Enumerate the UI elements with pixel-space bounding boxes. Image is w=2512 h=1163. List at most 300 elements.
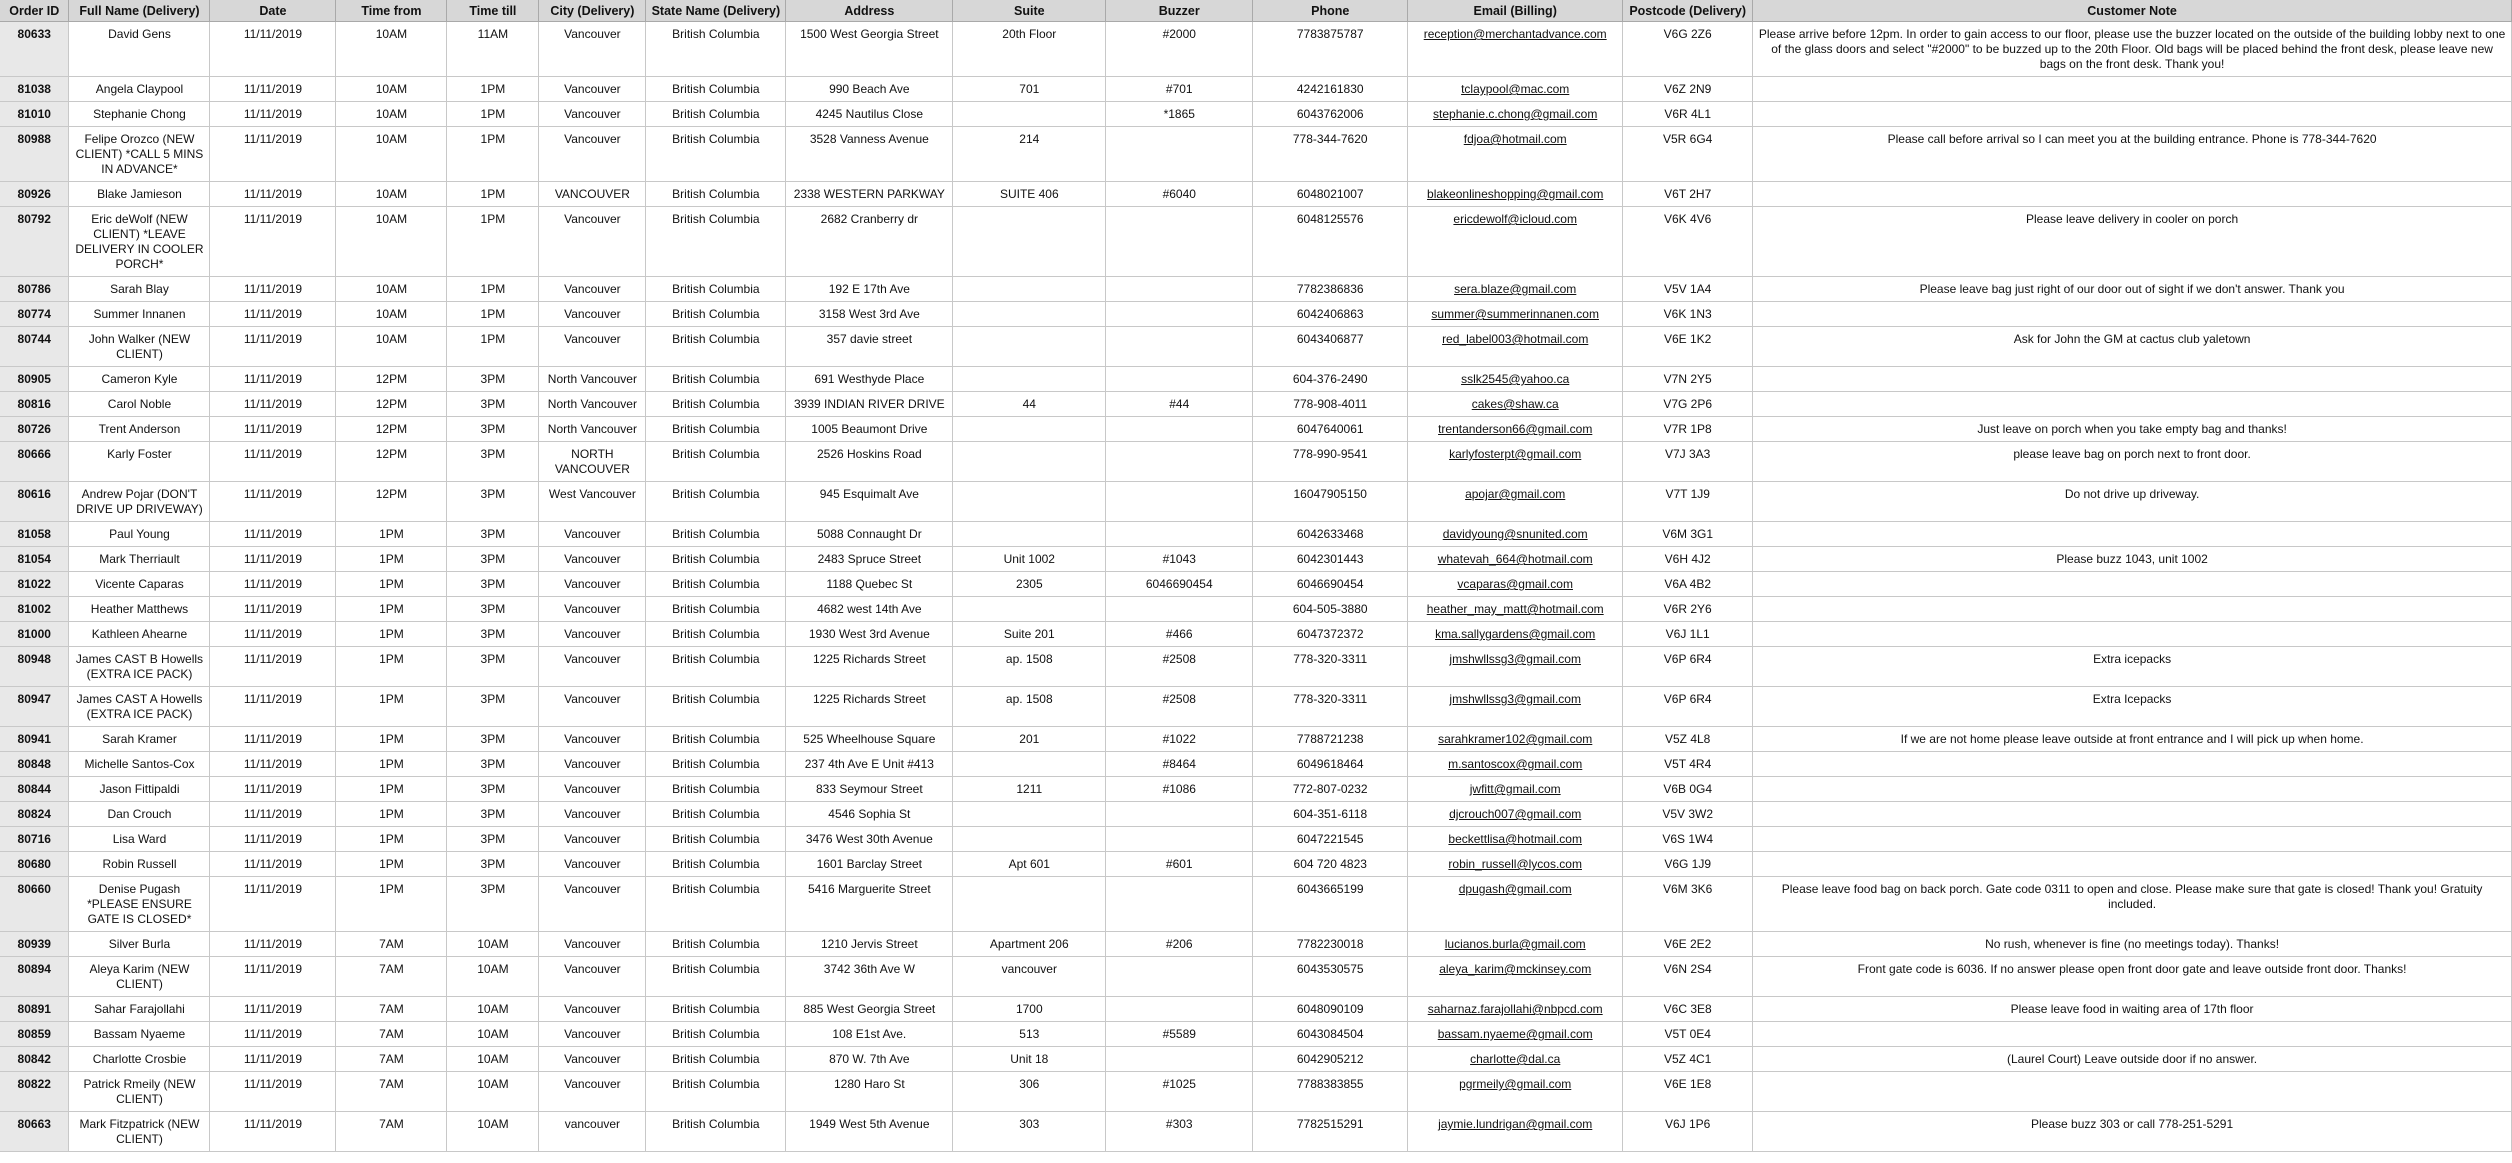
cell-order-id[interactable]: 80616 [0,482,69,522]
cell-postcode[interactable]: V6J 1P6 [1623,1112,1753,1152]
email-link[interactable]: dpugash@gmail.com [1458,882,1572,896]
cell-buzzer[interactable] [1106,277,1253,302]
column-header-full-name[interactable]: Full Name (Delivery) [69,0,210,22]
cell-order-id[interactable]: 81022 [0,572,69,597]
cell-phone[interactable]: 6042905212 [1253,1047,1408,1072]
cell-customer-note[interactable] [1753,392,2512,417]
table-row[interactable] [0,647,2512,687]
table-row[interactable] [0,752,2512,777]
cell-date[interactable]: 11/11/2019 [210,647,336,687]
email-link[interactable]: beckettlisa@hotmail.com [1448,832,1582,846]
cell-time-from[interactable]: 1PM [336,647,447,687]
cell-time-from[interactable]: 10AM [336,207,447,277]
cell-postcode[interactable]: V6K 1N3 [1623,302,1753,327]
cell-full-name[interactable]: Jason Fittipaldi [69,777,210,802]
cell-date[interactable]: 11/11/2019 [210,727,336,752]
column-header-postcode[interactable]: Postcode (Delivery) [1623,0,1753,22]
cell-time-from[interactable]: 1PM [336,572,447,597]
cell-postcode[interactable]: V6K 4V6 [1623,207,1753,277]
cell-state[interactable]: British Columbia [646,277,786,302]
cell-email[interactable] [1408,727,1623,752]
cell-date[interactable]: 11/11/2019 [210,827,336,852]
cell-order-id[interactable]: 80842 [0,1047,69,1072]
cell-suite[interactable]: ap. 1508 [953,687,1106,727]
cell-buzzer[interactable]: 6046690454 [1106,572,1253,597]
cell-email[interactable] [1408,417,1623,442]
cell-city[interactable]: Vancouver [539,752,646,777]
cell-city[interactable]: Vancouver [539,597,646,622]
cell-city[interactable]: Vancouver [539,777,646,802]
cell-customer-note[interactable] [1753,622,2512,647]
email-link[interactable]: tclaypool@mac.com [1461,82,1570,96]
table-row[interactable] [0,22,2512,77]
cell-state[interactable]: British Columbia [646,752,786,777]
cell-buzzer[interactable]: #206 [1106,932,1253,957]
cell-suite[interactable] [953,752,1106,777]
cell-postcode[interactable]: V6B 0G4 [1623,777,1753,802]
cell-email[interactable] [1408,597,1623,622]
cell-time-till[interactable]: 10AM [447,1112,539,1152]
cell-suite[interactable]: Unit 18 [953,1047,1106,1072]
cell-time-from[interactable]: 1PM [336,547,447,572]
cell-customer-note[interactable]: Extra Icepacks [1753,687,2512,727]
cell-customer-note[interactable]: Please arrive before 12pm. In order to gain access to our floor, please use the buzzer located on the outside of the building lobby next to one of the glass doors and select "#2000" to be buzzed up to the 20th Floor. Old bags will be placed behind the front desk, please leave new bags on the front desk. Thank you! [1753,22,2512,77]
cell-address[interactable]: 1005 Beaumont Drive [786,417,953,442]
cell-time-till[interactable]: 10AM [447,1047,539,1072]
cell-email[interactable] [1408,802,1623,827]
cell-buzzer[interactable] [1106,302,1253,327]
cell-time-from[interactable]: 7AM [336,997,447,1022]
cell-order-id[interactable]: 81010 [0,102,69,127]
cell-time-till[interactable]: 10AM [447,1022,539,1047]
cell-time-till[interactable]: 1PM [447,102,539,127]
table-row[interactable] [0,852,2512,877]
cell-customer-note[interactable] [1753,1072,2512,1112]
cell-state[interactable]: British Columbia [646,727,786,752]
table-row[interactable] [0,1072,2512,1112]
cell-address[interactable]: 3939 INDIAN RIVER DRIVE [786,392,953,417]
cell-city[interactable]: Vancouver [539,727,646,752]
cell-time-till[interactable]: 1PM [447,327,539,367]
cell-time-from[interactable]: 10AM [336,102,447,127]
cell-time-till[interactable]: 3PM [447,367,539,392]
cell-city[interactable]: Vancouver [539,1072,646,1112]
cell-postcode[interactable]: V6R 2Y6 [1623,597,1753,622]
email-link[interactable]: davidyoung@snunited.com [1442,527,1588,541]
email-link[interactable]: stephanie.c.chong@gmail.com [1433,107,1598,121]
cell-time-till[interactable]: 10AM [447,957,539,997]
cell-time-till[interactable]: 3PM [447,482,539,522]
cell-time-till[interactable]: 3PM [447,687,539,727]
cell-address[interactable]: 945 Esquimalt Ave [786,482,953,522]
column-header-city[interactable]: City (Delivery) [539,0,646,22]
cell-order-id[interactable]: 80824 [0,802,69,827]
cell-buzzer[interactable] [1106,207,1253,277]
cell-phone[interactable]: 778-344-7620 [1253,127,1408,182]
cell-time-till[interactable]: 3PM [447,777,539,802]
cell-phone[interactable]: 604-505-3880 [1253,597,1408,622]
column-header-order-id[interactable]: Order ID [0,0,69,22]
cell-full-name[interactable]: Heather Matthews [69,597,210,622]
cell-phone[interactable]: 6047640061 [1253,417,1408,442]
cell-buzzer[interactable]: #303 [1106,1112,1253,1152]
cell-full-name[interactable]: Paul Young [69,522,210,547]
cell-time-till[interactable]: 1PM [447,77,539,102]
email-link[interactable]: trentanderson66@gmail.com [1438,422,1593,436]
cell-customer-note[interactable] [1753,572,2512,597]
cell-full-name[interactable]: Silver Burla [69,932,210,957]
cell-address[interactable]: 885 West Georgia Street [786,997,953,1022]
cell-suite[interactable]: 201 [953,727,1106,752]
cell-address[interactable]: 525 Wheelhouse Square [786,727,953,752]
cell-order-id[interactable]: 81002 [0,597,69,622]
cell-postcode[interactable]: V7T 1J9 [1623,482,1753,522]
cell-suite[interactable] [953,302,1106,327]
cell-postcode[interactable]: V6E 2E2 [1623,932,1753,957]
cell-full-name[interactable]: Felipe Orozco (NEW CLIENT) *CALL 5 MINS IN ADVANCE* [69,127,210,182]
cell-time-till[interactable]: 10AM [447,932,539,957]
email-link[interactable]: ericdewolf@icloud.com [1453,212,1577,226]
cell-time-from[interactable]: 10AM [336,182,447,207]
cell-customer-note[interactable]: please leave bag on porch next to front door. [1753,442,2512,482]
cell-postcode[interactable]: V6R 4L1 [1623,102,1753,127]
cell-state[interactable]: British Columbia [646,932,786,957]
cell-state[interactable]: British Columbia [646,597,786,622]
cell-buzzer[interactable] [1106,417,1253,442]
cell-city[interactable]: vancouver [539,1112,646,1152]
email-link[interactable]: kma.sallygardens@gmail.com [1435,627,1596,641]
cell-address[interactable]: 1210 Jervis Street [786,932,953,957]
cell-date[interactable]: 11/11/2019 [210,997,336,1022]
cell-state[interactable]: British Columbia [646,687,786,727]
cell-order-id[interactable]: 80816 [0,392,69,417]
cell-date[interactable]: 11/11/2019 [210,957,336,997]
cell-date[interactable]: 11/11/2019 [210,877,336,932]
cell-time-from[interactable]: 1PM [336,727,447,752]
column-header-state[interactable]: State Name (Delivery) [646,0,786,22]
table-row[interactable] [0,622,2512,647]
cell-buzzer[interactable] [1106,827,1253,852]
cell-city[interactable]: Vancouver [539,852,646,877]
cell-buzzer[interactable]: #44 [1106,392,1253,417]
cell-full-name[interactable]: Vicente Caparas [69,572,210,597]
cell-email[interactable] [1408,997,1623,1022]
cell-customer-note[interactable] [1753,367,2512,392]
cell-customer-note[interactable] [1753,302,2512,327]
column-header-customer-note[interactable]: Customer Note [1753,0,2512,22]
cell-phone[interactable]: 7783875787 [1253,22,1408,77]
cell-full-name[interactable]: John Walker (NEW CLIENT) [69,327,210,367]
table-row[interactable] [0,417,2512,442]
cell-time-till[interactable]: 3PM [447,752,539,777]
cell-time-from[interactable]: 12PM [336,482,447,522]
cell-customer-note[interactable]: Ask for John the GM at cactus club yaletown [1753,327,2512,367]
cell-time-from[interactable]: 1PM [336,687,447,727]
cell-state[interactable]: British Columbia [646,207,786,277]
cell-postcode[interactable]: V5V 1A4 [1623,277,1753,302]
email-link[interactable]: whatevah_664@hotmail.com [1437,552,1593,566]
table-row[interactable] [0,997,2512,1022]
cell-email[interactable] [1408,482,1623,522]
cell-postcode[interactable]: V6Z 2N9 [1623,77,1753,102]
cell-date[interactable]: 11/11/2019 [210,302,336,327]
cell-suite[interactable]: 1211 [953,777,1106,802]
cell-customer-note[interactable] [1753,1022,2512,1047]
cell-buzzer[interactable] [1106,442,1253,482]
cell-address[interactable]: 691 Westhyde Place [786,367,953,392]
cell-state[interactable]: British Columbia [646,957,786,997]
cell-address[interactable]: 4682 west 14th Ave [786,597,953,622]
cell-postcode[interactable]: V7N 2Y5 [1623,367,1753,392]
cell-customer-note[interactable] [1753,522,2512,547]
cell-customer-note[interactable] [1753,752,2512,777]
cell-state[interactable]: British Columbia [646,827,786,852]
table-row[interactable] [0,302,2512,327]
cell-suite[interactable]: Unit 1002 [953,547,1106,572]
table-row[interactable] [0,482,2512,522]
cell-order-id[interactable]: 80680 [0,852,69,877]
cell-email[interactable] [1408,622,1623,647]
cell-state[interactable]: British Columbia [646,1112,786,1152]
cell-postcode[interactable]: V5T 0E4 [1623,1022,1753,1047]
table-row[interactable] [0,777,2512,802]
cell-buzzer[interactable]: #2508 [1106,687,1253,727]
cell-buzzer[interactable] [1106,997,1253,1022]
table-row[interactable] [0,932,2512,957]
cell-suite[interactable]: Apt 601 [953,852,1106,877]
cell-time-till[interactable]: 3PM [447,827,539,852]
cell-email[interactable] [1408,1072,1623,1112]
table-row[interactable] [0,522,2512,547]
cell-full-name[interactable]: Angela Claypool [69,77,210,102]
cell-city[interactable]: Vancouver [539,827,646,852]
cell-suite[interactable]: 20th Floor [953,22,1106,77]
table-row[interactable] [0,597,2512,622]
cell-full-name[interactable]: James CAST B Howells (EXTRA ICE PACK) [69,647,210,687]
cell-date[interactable]: 11/11/2019 [210,1072,336,1112]
cell-buzzer[interactable]: #1025 [1106,1072,1253,1112]
cell-address[interactable]: 108 E1st Ave. [786,1022,953,1047]
cell-buzzer[interactable] [1106,127,1253,182]
cell-time-till[interactable]: 3PM [447,622,539,647]
email-link[interactable]: fdjoa@hotmail.com [1463,132,1567,146]
cell-time-from[interactable]: 1PM [336,752,447,777]
cell-full-name[interactable]: Carol Noble [69,392,210,417]
cell-buzzer[interactable] [1106,957,1253,997]
cell-postcode[interactable]: V6G 2Z6 [1623,22,1753,77]
cell-address[interactable]: 357 davie street [786,327,953,367]
cell-order-id[interactable]: 80941 [0,727,69,752]
cell-phone[interactable]: 6042406863 [1253,302,1408,327]
cell-postcode[interactable]: V6P 6R4 [1623,647,1753,687]
cell-time-from[interactable]: 10AM [336,302,447,327]
cell-email[interactable] [1408,327,1623,367]
cell-postcode[interactable]: V6M 3K6 [1623,877,1753,932]
cell-address[interactable]: 1280 Haro St [786,1072,953,1112]
cell-time-from[interactable]: 1PM [336,802,447,827]
cell-time-from[interactable]: 1PM [336,597,447,622]
cell-order-id[interactable]: 80891 [0,997,69,1022]
cell-city[interactable]: Vancouver [539,207,646,277]
cell-order-id[interactable]: 80744 [0,327,69,367]
cell-city[interactable]: Vancouver [539,102,646,127]
cell-buzzer[interactable] [1106,802,1253,827]
cell-address[interactable]: 3742 36th Ave W [786,957,953,997]
cell-full-name[interactable]: Mark Therriault [69,547,210,572]
cell-city[interactable]: Vancouver [539,327,646,367]
cell-phone[interactable]: 604-351-6118 [1253,802,1408,827]
cell-time-from[interactable]: 1PM [336,877,447,932]
cell-address[interactable]: 5088 Connaught Dr [786,522,953,547]
cell-suite[interactable]: Suite 201 [953,622,1106,647]
cell-date[interactable]: 11/11/2019 [210,417,336,442]
cell-city[interactable]: Vancouver [539,302,646,327]
cell-time-till[interactable]: 3PM [447,392,539,417]
cell-order-id[interactable]: 80947 [0,687,69,727]
cell-order-id[interactable]: 80939 [0,932,69,957]
cell-order-id[interactable]: 80948 [0,647,69,687]
email-link[interactable]: robin_russell@lycos.com [1448,857,1582,871]
cell-city[interactable]: Vancouver [539,22,646,77]
cell-email[interactable] [1408,1112,1623,1152]
table-row[interactable] [0,827,2512,852]
column-header-date[interactable]: Date [210,0,336,22]
cell-time-from[interactable]: 1PM [336,827,447,852]
cell-state[interactable]: British Columbia [646,1072,786,1112]
cell-suite[interactable]: 214 [953,127,1106,182]
cell-email[interactable] [1408,207,1623,277]
cell-order-id[interactable]: 80726 [0,417,69,442]
cell-order-id[interactable]: 80905 [0,367,69,392]
cell-date[interactable]: 11/11/2019 [210,752,336,777]
column-header-address[interactable]: Address [786,0,953,22]
cell-full-name[interactable]: Kathleen Ahearne [69,622,210,647]
cell-customer-note[interactable]: If we are not home please leave outside at front entrance and I will pick up when home. [1753,727,2512,752]
cell-email[interactable] [1408,1047,1623,1072]
cell-buzzer[interactable]: #701 [1106,77,1253,102]
cell-time-from[interactable]: 10AM [336,77,447,102]
cell-time-till[interactable]: 3PM [447,802,539,827]
cell-city[interactable]: Vancouver [539,802,646,827]
column-header-email[interactable]: Email (Billing) [1408,0,1623,22]
cell-city[interactable]: Vancouver [539,622,646,647]
cell-address[interactable]: 2338 WESTERN PARKWAY [786,182,953,207]
table-row[interactable] [0,392,2512,417]
cell-time-till[interactable]: 11AM [447,22,539,77]
cell-phone[interactable]: 778-908-4011 [1253,392,1408,417]
cell-city[interactable]: Vancouver [539,522,646,547]
cell-phone[interactable]: 6048090109 [1253,997,1408,1022]
email-link[interactable]: saharnaz.farajollahi@nbpcd.com [1427,1002,1603,1016]
cell-email[interactable] [1408,777,1623,802]
cell-city[interactable]: Vancouver [539,1047,646,1072]
cell-suite[interactable]: 306 [953,1072,1106,1112]
cell-time-till[interactable]: 1PM [447,277,539,302]
cell-time-till[interactable]: 3PM [447,877,539,932]
table-row[interactable] [0,1112,2512,1152]
cell-address[interactable]: 1500 West Georgia Street [786,22,953,77]
table-row[interactable] [0,182,2512,207]
cell-date[interactable]: 11/11/2019 [210,622,336,647]
cell-phone[interactable]: 6042301443 [1253,547,1408,572]
cell-postcode[interactable]: V6T 2H7 [1623,182,1753,207]
cell-email[interactable] [1408,277,1623,302]
cell-time-till[interactable]: 10AM [447,1072,539,1112]
table-row[interactable] [0,547,2512,572]
cell-buzzer[interactable]: #1022 [1106,727,1253,752]
email-link[interactable]: reception@merchantadvance.com [1423,27,1607,41]
cell-date[interactable]: 11/11/2019 [210,182,336,207]
cell-state[interactable]: British Columbia [646,1047,786,1072]
cell-suite[interactable]: 2305 [953,572,1106,597]
table-row[interactable] [0,877,2512,932]
cell-postcode[interactable]: V6S 1W4 [1623,827,1753,852]
cell-state[interactable]: British Columbia [646,777,786,802]
cell-order-id[interactable]: 80844 [0,777,69,802]
cell-date[interactable]: 11/11/2019 [210,1047,336,1072]
cell-full-name[interactable]: James CAST A Howells (EXTRA ICE PACK) [69,687,210,727]
cell-city[interactable]: Vancouver [539,997,646,1022]
email-link[interactable]: jwfitt@gmail.com [1469,782,1561,796]
cell-order-id[interactable]: 80663 [0,1112,69,1152]
cell-date[interactable]: 11/11/2019 [210,1022,336,1047]
email-link[interactable]: vcaparas@gmail.com [1457,577,1573,591]
cell-postcode[interactable]: V6P 6R4 [1623,687,1753,727]
cell-state[interactable]: British Columbia [646,522,786,547]
cell-order-id[interactable]: 81054 [0,547,69,572]
cell-email[interactable] [1408,302,1623,327]
cell-customer-note[interactable]: Please buzz 1043, unit 1002 [1753,547,2512,572]
table-row[interactable] [0,207,2512,277]
cell-full-name[interactable]: Karly Foster [69,442,210,482]
cell-state[interactable]: British Columbia [646,77,786,102]
table-row[interactable] [0,277,2512,302]
email-link[interactable]: blakeonlineshopping@gmail.com [1427,187,1604,201]
cell-full-name[interactable]: Sarah Blay [69,277,210,302]
cell-city[interactable]: NORTH VANCOUVER [539,442,646,482]
cell-city[interactable]: Vancouver [539,127,646,182]
cell-order-id[interactable]: 80894 [0,957,69,997]
cell-state[interactable]: British Columbia [646,417,786,442]
cell-full-name[interactable]: Trent Anderson [69,417,210,442]
cell-buzzer[interactable] [1106,597,1253,622]
cell-date[interactable]: 11/11/2019 [210,572,336,597]
cell-email[interactable] [1408,1022,1623,1047]
cell-address[interactable]: 237 4th Ave E Unit #413 [786,752,953,777]
cell-state[interactable]: British Columbia [646,547,786,572]
email-link[interactable]: bassam.nyaeme@gmail.com [1437,1027,1593,1041]
cell-time-till[interactable]: 3PM [447,522,539,547]
cell-city[interactable]: Vancouver [539,877,646,932]
email-link[interactable]: lucianos.burla@gmail.com [1444,937,1586,951]
cell-date[interactable]: 11/11/2019 [210,127,336,182]
cell-buzzer[interactable]: #6040 [1106,182,1253,207]
cell-address[interactable]: 1949 West 5th Avenue [786,1112,953,1152]
cell-suite[interactable]: 303 [953,1112,1106,1152]
cell-email[interactable] [1408,957,1623,997]
cell-phone[interactable]: 6047372372 [1253,622,1408,647]
cell-suite[interactable]: Apartment 206 [953,932,1106,957]
table-row[interactable] [0,572,2512,597]
cell-phone[interactable]: 6043665199 [1253,877,1408,932]
column-header-buzzer[interactable]: Buzzer [1106,0,1253,22]
cell-suite[interactable] [953,277,1106,302]
cell-customer-note[interactable] [1753,827,2512,852]
cell-email[interactable] [1408,77,1623,102]
cell-order-id[interactable]: 80792 [0,207,69,277]
table-row[interactable] [0,802,2512,827]
cell-time-from[interactable]: 10AM [336,22,447,77]
